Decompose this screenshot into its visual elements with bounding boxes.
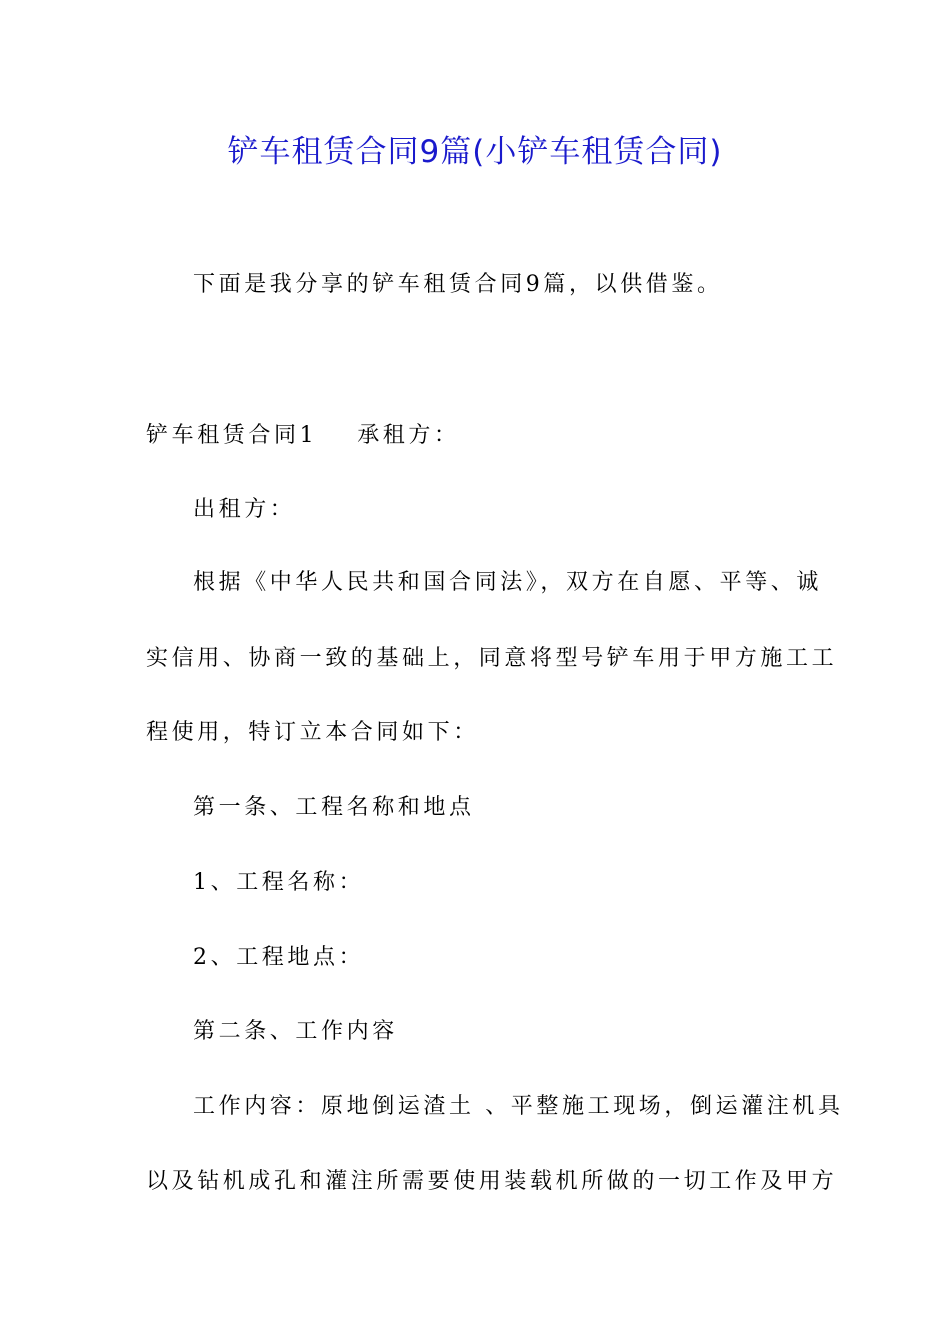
lessee-label: 承租方： [357,423,460,448]
work-content-line-2: 以及钻机成孔和灌注所需要使用装载机所做的一切工作及甲方 [146,1169,838,1194]
project-name-item: 1、工程名称： [193,870,365,895]
document-title: 铲车租赁合同9篇(小铲车租赁合同) [227,134,723,170]
project-location-item: 2、工程地点： [193,945,365,970]
article-2-heading: 第二条、工作内容 [193,1019,398,1044]
contract-heading: 铲车租赁合同1 [146,423,318,448]
intro-paragraph: 下面是我分享的铲车租赁合同9篇，以供借鉴。 [193,272,723,297]
lessor-label: 出租方： [193,497,296,522]
contract-heading-line [146,420,460,452]
body-line-3: 程使用，特订立本合同如下： [146,720,479,745]
body-line-2: 实信用、协商一致的基础上，同意将型号铲车用于甲方施工工 [146,646,838,671]
article-1-heading: 第一条、工程名称和地点 [193,795,475,820]
body-line-1: 根据《中华人民共和国合同法》，双方在自愿、平等、诚 [193,570,823,595]
work-content-line-1: 工作内容：原地倒运渣土 、平整施工现场，倒运灌注机具 [193,1094,844,1119]
